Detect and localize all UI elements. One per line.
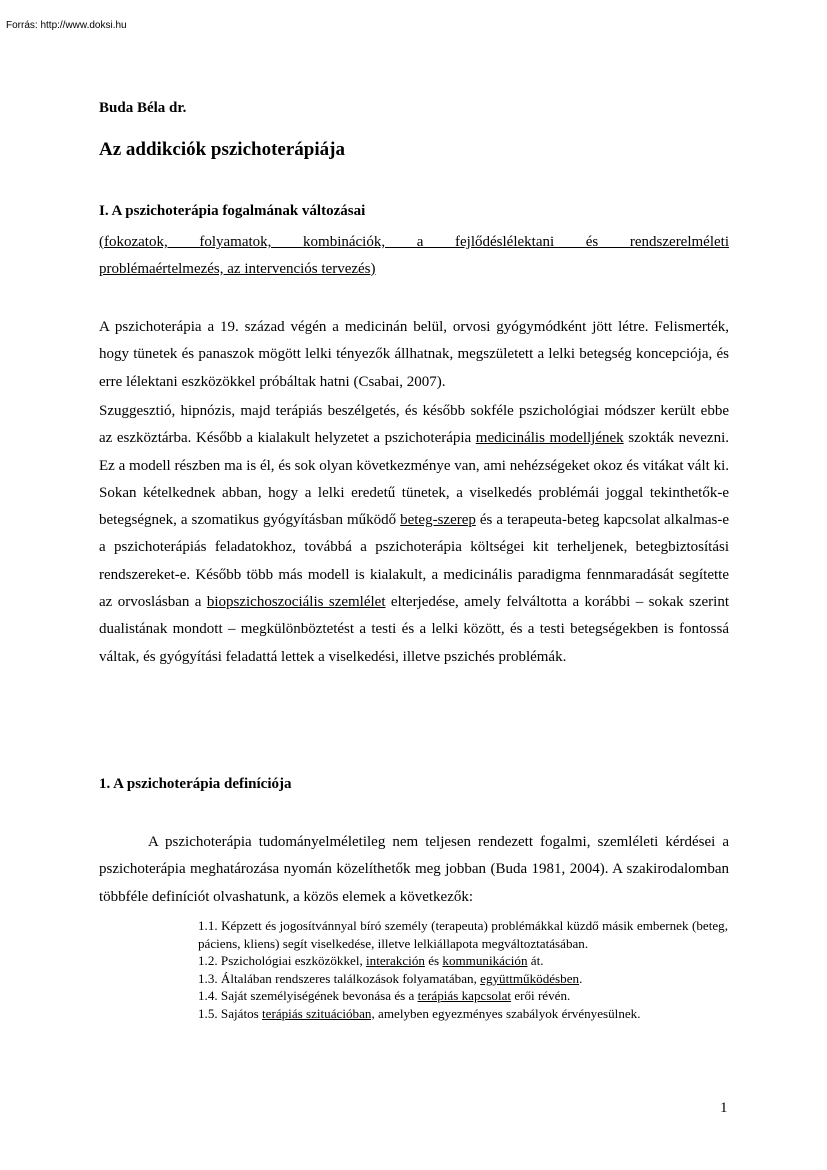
p2-text-c: és a terapeuta-beteg kapcsolat alkalmas-e a pszichoterápiás feladatokhoz, továbbá a pszichoterápia költségei kit terheljenek, betegbiztosítási rendszereket-e. Később több más modell is kialakult, a medicinális paradigma fennmaradását segítette az orvoslásban a xyxy=(99,512,729,611)
p2-term-biopsychosocial: biopszichoszociális szemlélet xyxy=(206,594,386,611)
p2-text-b: szokták nevezni. Ez a modell részben ma is él, és sok olyan következménye van, ami nehézségeket okoz és vitákat vált ki. Sokan kételkednek abban, hogy a lelki eredetű tünetek, a viselkedés problémái joggal tekinthetők-e betegségnek, a szomatikus gyógyításban működő xyxy=(99,430,729,529)
list-item: 1.4. Saját személyiségének bevonása és a terápiás kapcsolat erői révén. xyxy=(198,988,571,1003)
author: Buda Béla dr. xyxy=(99,100,187,116)
list-item: 1.1. Képzett és jogosítvánnyal bíró személy (terapeuta) problémákkal küzdő másik embernek (beteg, páciens, kliens) segít viselkedése, illetve lelkiállapota megváltoztatásában. xyxy=(198,918,728,951)
definition-list xyxy=(198,917,728,1022)
list-item: 1.5. Sajátos terápiás szituációban, amelyben egyezményes szabályok érvényesülnek. xyxy=(198,1005,641,1021)
page-number: 1 xyxy=(720,1100,728,1116)
term-communication: kommunikáción xyxy=(442,953,528,968)
p2-text-a: Szuggesztió, hipnózis, majd terápiás beszélgetés, és később sokféle pszichológiai módszer került ebbe az eszköztárba. Később a kialakult helyzetet a pszichoterápia xyxy=(99,403,729,447)
source-url: Forrás: http://www.doksi.hu xyxy=(6,20,127,31)
p2-text-d: elterjedése, amely felváltotta a korábbi – sokak szerint dualistának mondott – megkülönböztetést a testi és a lelki között, és a testi betegségekben is fontossá váltak, és gyógyítási feladattá lettek a viselkedési, illetve pszichés problémák. xyxy=(99,594,729,665)
term-therapeutic-relationship: terápiás kapcsolat xyxy=(417,988,512,1003)
paragraph-2 xyxy=(99,398,729,671)
term-interaction: interakción xyxy=(366,953,425,968)
subtitle-line-2: problémaértelmezés, az intervenciós tervezés) xyxy=(99,261,376,277)
subtitle-line-1: (fokozatok, folyamatok, kombinációk, a fejlődéslélektani és rendszerelméleti xyxy=(99,234,729,250)
term-therapeutic-situation: terápiás szituációban, xyxy=(262,1005,375,1021)
p2-term-patient-role: beteg-szerep xyxy=(400,512,476,529)
section-title: I. A pszichoterápia fogalmának változásai xyxy=(99,203,366,219)
list-item: 1.2. Pszichológiai eszközökkel, interakción és kommunikáción át. xyxy=(198,953,544,968)
heading-definition: 1. A pszichoterápia definíciója xyxy=(99,776,292,792)
section-subtitle xyxy=(99,229,729,283)
list-item: 1.3. Általában rendszeres találkozások folyamatában, együttműködésben. xyxy=(198,970,583,986)
paragraph-1: A pszichoterápia a 19. század végén a medicinán belül, orvosi gyógymódként jött létre. Felismerték, hogy tünetek és panaszok mögött lelki tényezők állhatnak, megszületett a lelki betegség koncepciója, és erre lélektani eszközökkel próbáltak hatni (Csabai, 2007). xyxy=(99,319,729,390)
term-cooperation: együttműködésben xyxy=(480,970,580,986)
p2-term-medicinal-model: medicinális modelljének xyxy=(475,430,624,447)
paragraph-3: A pszichoterápia tudományelméletileg nem teljesen rendezett fogalmi, szemléleti kérdései a pszichoterápia meghatározása nyomán közelíthetők meg jobban (Buda 1981, 2004). A szakirodalomban többféle definíciót olvashatunk, a közös elemek a következők: xyxy=(99,834,729,905)
document-title: Az addikciók pszichoterápiája xyxy=(99,139,345,160)
